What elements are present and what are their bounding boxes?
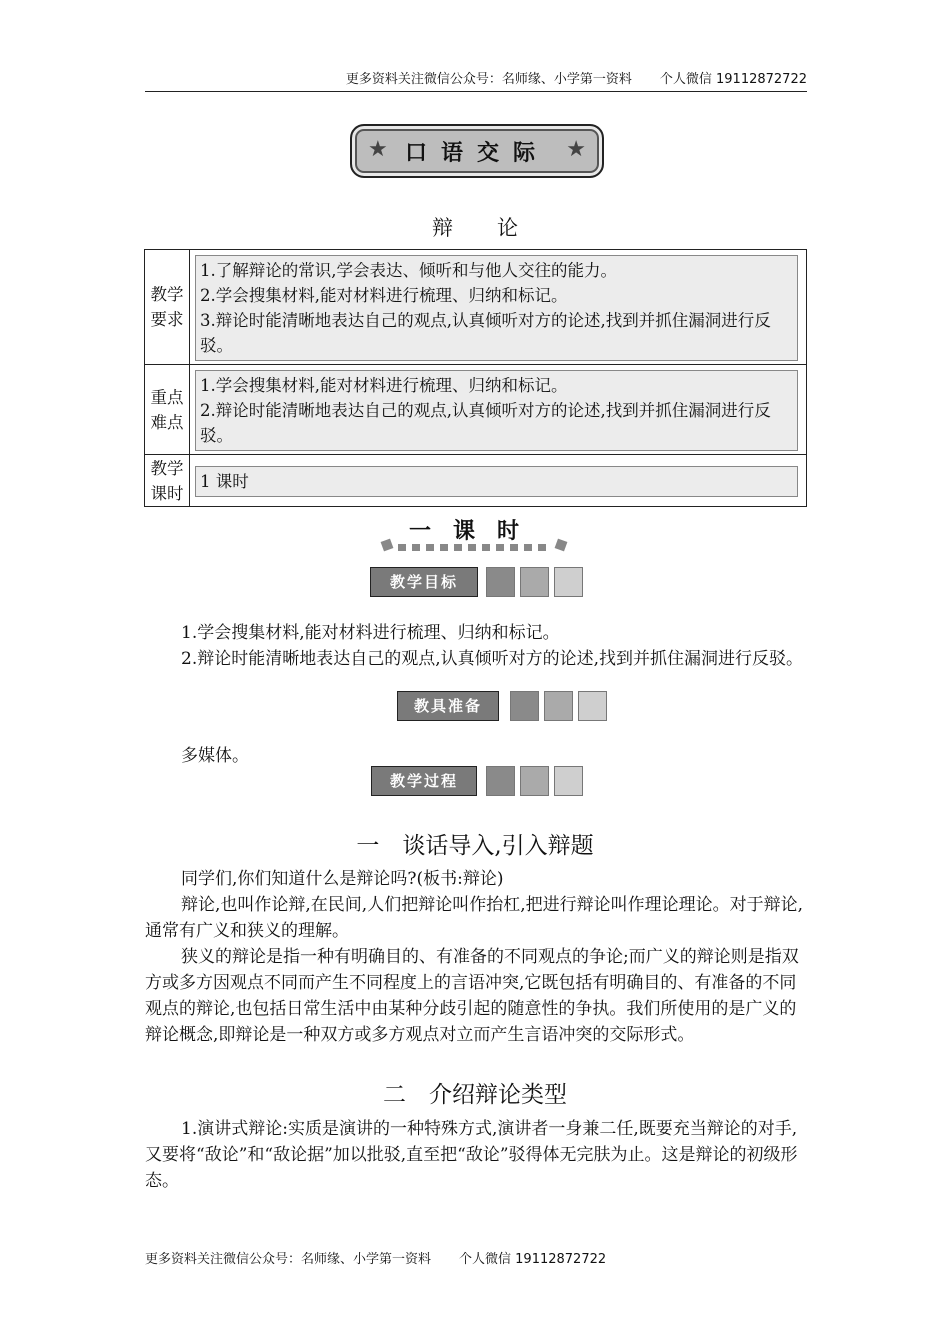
goal-line: 1.学会搜集材料,能对材料进行梳理、归纳和标记。 <box>181 623 560 643</box>
tag-label: 教学目标 <box>370 567 478 597</box>
title-part1: 辩 <box>432 216 453 240</box>
hours-text: 1 课时 <box>195 466 798 497</box>
requirement-line: 3.辩论时能清晰地表达自己的观点,认真倾听对方的论述,找到并抓住漏洞进行反驳。 <box>200 311 771 355</box>
tag-square <box>486 766 515 796</box>
keypoint-line: 1.学会搜集材料,能对材料进行梳理、归纳和标记。 <box>200 376 568 395</box>
row-label-keypoints: 重点难点 <box>145 365 190 455</box>
footer-left-text: 更多资料关注微信公众号：名师缘、小学第一资料 <box>145 1252 432 1267</box>
paragraph: 同学们,你们知道什么是辩论吗?(板书:辩论) <box>181 869 504 889</box>
tag-square <box>486 567 515 597</box>
page-footer <box>145 1248 606 1267</box>
keypoint-line: 2.辩论时能清晰地表达自己的观点,认真倾听对方的论述,找到并抓住漏洞进行反驳。 <box>200 401 771 445</box>
page-header <box>145 68 807 92</box>
prep-text: 多媒体。 <box>181 746 249 766</box>
header-right-text: 个人微信 19112872722 <box>659 72 807 87</box>
page-title <box>0 212 950 242</box>
lesson-heading: 一课时 <box>408 519 541 544</box>
table-row <box>145 250 807 365</box>
row-content-hours <box>190 455 807 507</box>
tag-square <box>554 567 583 597</box>
banner-text: 口语交际 <box>404 141 549 166</box>
tag-label: 教学过程 <box>371 766 477 796</box>
tag-square <box>544 691 573 721</box>
paragraph: 狭义的辩论是指一种有明确目的、有准备的不同观点的争论;而广义的辩论则是指双方或多方因观点不同而产生不同程度上的言语冲突,它既包括有明确目的、有准备的不同观点的辩论,也包括日常生活中由某种分歧引起的随意性的争执。我们所使用的是广义的辩论概念,即辩论是一种双方或多方观点对立而产生言语冲突的交际形式。 <box>145 947 799 1045</box>
requirement-line: 2.学会搜集材料,能对材料进行梳理、归纳和标记。 <box>200 286 568 305</box>
section-banner <box>350 124 604 178</box>
requirement-line: 1.了解辩论的常识,学会表达、倾听和与他人交往的能力。 <box>200 261 617 280</box>
paragraph: 1.演讲式辩论:实质是演讲的一种特殊方式,演讲者一身兼二任,既要充当辩论的对手,又要将“敌论”和“敌论据”加以批驳,直至把“敌论”驳得体无完肤为止。这是辩论的初级形态。 <box>145 1119 798 1191</box>
section-heading: 一 谈话导入,引入辩题 <box>356 833 594 859</box>
footer-right-text: 个人微信 19112872722 <box>459 1252 607 1267</box>
row-content-requirements <box>190 250 807 365</box>
table-row <box>145 365 807 455</box>
title-part2: 论 <box>497 216 518 240</box>
header-left-text: 更多资料关注微信公众号：名师缘、小学第一资料 <box>345 72 632 87</box>
row-label-hours: 教学课时 <box>145 455 190 507</box>
star-icon: ★ <box>368 137 388 162</box>
section-heading: 二 介绍辩论类型 <box>383 1082 567 1108</box>
tag-label: 教具准备 <box>397 691 499 721</box>
tag-square <box>520 567 549 597</box>
star-icon: ★ <box>566 137 586 162</box>
tag-square <box>578 691 607 721</box>
lesson-info-table <box>144 249 807 507</box>
table-row <box>145 455 807 507</box>
paragraph: 辩论,也叫作论辩,在民间,人们把辩论叫作抬杠,把进行辩论叫作理论理论。对于辩论,通常有广义和狭义的理解。 <box>145 895 804 941</box>
tag-square <box>520 766 549 796</box>
row-content-keypoints <box>190 365 807 455</box>
row-label-requirements: 教学要求 <box>145 250 190 365</box>
tag-square <box>554 766 583 796</box>
tag-square <box>510 691 539 721</box>
goal-line: 2.辩论时能清晰地表达自己的观点,认真倾听对方的论述,找到并抓住漏洞进行反驳。 <box>181 649 804 669</box>
dotted-divider <box>382 540 568 554</box>
